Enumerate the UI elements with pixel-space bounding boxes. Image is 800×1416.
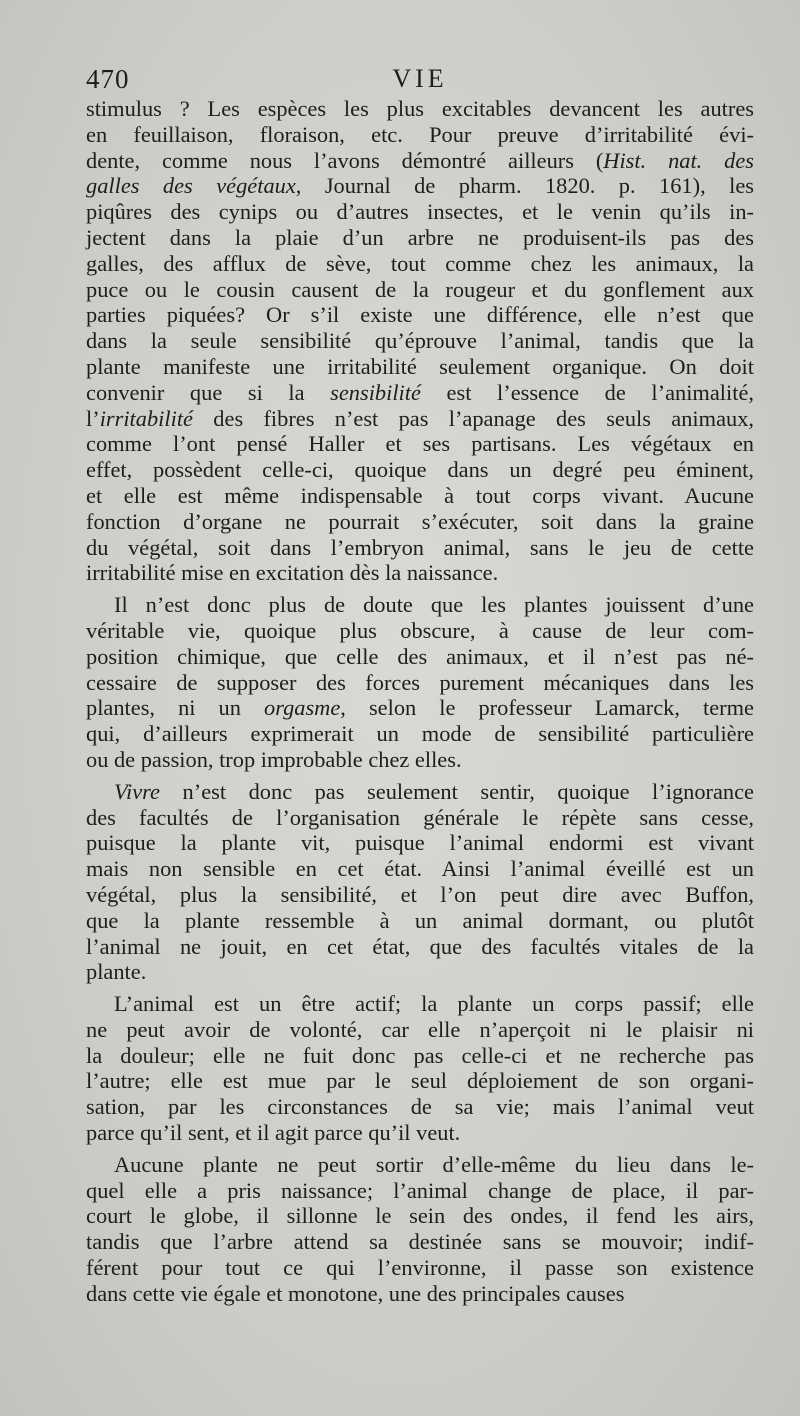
- text-segment: position chimique, que celle des animaux, et il n’est pas né-: [86, 643, 754, 669]
- text-segment: puce ou le cousin causent de la rougeur et du gonflement aux: [86, 276, 754, 302]
- text-segment: ne peut avoir de volonté, car elle n’aperçoit ni le plaisir ni: [86, 1016, 754, 1042]
- paragraph: [86, 779, 754, 985]
- text-line: [86, 122, 754, 148]
- text-line: [86, 695, 754, 721]
- italic-text: galles des végétaux: [86, 173, 296, 199]
- text-line: [86, 199, 754, 225]
- text-line: [86, 1281, 754, 1307]
- text-line: [86, 1043, 754, 1069]
- text-line: [86, 225, 754, 251]
- text-line: [86, 509, 754, 535]
- text-segment: irritabilité mise en excitation dès la naissance.: [86, 560, 499, 586]
- text-segment: , selon le professeur Lamarck, terme: [340, 695, 754, 721]
- text-line: [86, 483, 754, 509]
- text-line: [86, 959, 754, 985]
- text-line: [86, 908, 754, 934]
- text-line: [86, 934, 754, 960]
- text-segment: n’est donc pas seulement sentir, quoique l’ignorance: [160, 778, 754, 804]
- text-line: [86, 1152, 754, 1178]
- paragraph: [86, 991, 754, 1146]
- text-line: [86, 148, 754, 174]
- text-segment: l’: [86, 405, 100, 431]
- text-line: [86, 431, 754, 457]
- italic-text: irritabilité: [99, 405, 193, 431]
- page-body: [86, 96, 754, 1307]
- text-line: [86, 535, 754, 561]
- text-line: [86, 1094, 754, 1120]
- text-segment: plante.: [86, 959, 147, 985]
- paragraph: [86, 1152, 754, 1307]
- text-line: [86, 354, 754, 380]
- text-line: [86, 173, 754, 199]
- text-segment: stimulus ? Les espèces les plus excitables devancent les autres: [86, 96, 754, 121]
- text-line: [86, 991, 754, 1017]
- text-line: [86, 302, 754, 328]
- text-line: [86, 592, 754, 618]
- text-segment: qui, d’ailleurs exprimerait un mode de sensibilité particulière: [86, 721, 754, 747]
- text-segment: ou de passion, trop improbable chez elles.: [86, 746, 462, 772]
- running-title: VIE: [392, 64, 448, 93]
- text-segment: mais non sensible en cet état. Ainsi l’animal éveillé est un: [86, 856, 754, 882]
- paragraph: [86, 592, 754, 773]
- text-line: [86, 277, 754, 303]
- text-line: [86, 251, 754, 277]
- text-segment: fonction d’organe ne pourrait s’exécuter, soit dans la graine: [86, 508, 754, 534]
- text-segment: l’autre; elle est mue par le seul déploiement de son organi-: [86, 1068, 754, 1094]
- text-line: [86, 721, 754, 747]
- text-segment: des fibres n’est pas l’apanage des seuls animaux,: [193, 405, 754, 431]
- italic-text: Hist. nat. des: [603, 147, 754, 173]
- text-segment: en feuillaison, floraison, etc. Pour preuve d’irritabilité évi-: [86, 121, 754, 147]
- text-segment: Il n’est donc plus de doute que les plantes jouissent d’une: [114, 592, 754, 618]
- text-line: [86, 96, 754, 122]
- text-segment: plantes, ni un: [86, 695, 264, 721]
- text-segment: végétal, plus la sensibilité, et l’on peut dire avec Buffon,: [86, 881, 754, 907]
- text-segment: effet, possèdent celle-ci, quoique dans un degré peu éminent,: [86, 457, 754, 483]
- text-segment: dans cette vie égale et monotone, une des principales causes: [86, 1280, 625, 1306]
- text-segment: jectent dans la plaie d’un arbre ne produisent-ils pas des: [86, 224, 754, 250]
- text-segment: sation, par les circonstances de sa vie; mais l’animal veut: [86, 1094, 754, 1120]
- text-segment: galles, des afflux de sève, tout comme chez les animaux, la: [86, 250, 754, 276]
- text-line: [86, 457, 754, 483]
- text-segment: véritable vie, quoique plus obscure, à cause de leur com-: [86, 617, 754, 643]
- text-line: [86, 644, 754, 670]
- text-line: [86, 1229, 754, 1255]
- text-line: [86, 747, 754, 773]
- text-line: [86, 882, 754, 908]
- text-segment: parce qu’il sent, et il agit parce qu’il veut.: [86, 1120, 461, 1146]
- text-line: [86, 856, 754, 882]
- text-segment: et elle est même indispensable à tout corps vivant. Aucune: [86, 482, 754, 508]
- text-line: [86, 1255, 754, 1281]
- text-line: [86, 1203, 754, 1229]
- italic-text: sensibilité: [330, 379, 421, 405]
- text-segment: plante manifeste une irritabilité seulement organique. On doit: [86, 353, 754, 379]
- text-line: [86, 670, 754, 696]
- text-line: [86, 380, 754, 406]
- text-segment: puisque la plante vit, puisque l’animal endormi est vivant: [86, 830, 754, 856]
- text-segment: convenir que si la: [86, 379, 331, 405]
- text-segment: quel elle a pris naissance; l’animal change de place, il par-: [86, 1177, 754, 1203]
- text-segment: court le globe, il sillonne le sein des ondes, il fend les airs,: [86, 1203, 754, 1229]
- text-segment: est l’essence de l’animalité,: [420, 379, 754, 405]
- text-segment: dente, comme nous l’avons démontré ailleurs (: [86, 147, 604, 173]
- text-line: [86, 805, 754, 831]
- text-line: [86, 830, 754, 856]
- text-segment: cessaire de supposer des forces purement mécaniques dans les: [86, 669, 754, 695]
- text-segment: Aucune plante ne peut sortir d’elle-même du lieu dans le-: [114, 1151, 754, 1177]
- text-segment: la douleur; elle ne fuit donc pas celle-ci et ne recherche pas: [86, 1042, 754, 1068]
- text-line: [86, 560, 754, 586]
- text-segment: du végétal, soit dans l’embryon animal, sans le jeu de cette: [86, 534, 754, 560]
- italic-text: Vivre: [114, 778, 160, 804]
- paragraph: [86, 96, 754, 586]
- text-segment: férent pour tout ce qui l’environne, il passe son existence: [86, 1255, 754, 1281]
- text-line: [86, 779, 754, 805]
- text-segment: comme l’ont pensé Haller et ses partisans. Les végétaux en: [86, 431, 754, 457]
- text-segment: des facultés de l’organisation générale le répète sans cesse,: [86, 804, 754, 830]
- text-line: [86, 1120, 754, 1146]
- text-line: [86, 406, 754, 432]
- text-segment: dans la seule sensibilité qu’éprouve l’animal, tandis que la: [86, 328, 754, 354]
- text-segment: que la plante ressemble à un animal dormant, ou plutôt: [86, 907, 754, 933]
- text-line: [86, 328, 754, 354]
- text-segment: parties piquées? Or s’il existe une différence, elle n’est que: [86, 302, 754, 328]
- text-line: [86, 1017, 754, 1043]
- text-segment: piqûres des cynips ou d’autres insectes, et le venin qu’ils in-: [86, 199, 754, 225]
- page-header: [86, 64, 754, 96]
- text-segment: L’animal est un être actif; la plante un corps passif; elle: [114, 991, 754, 1017]
- text-line: [86, 1178, 754, 1204]
- text-segment: , Journal de pharm. 1820. p. 161), les: [295, 173, 754, 199]
- page-number: 470: [86, 64, 130, 94]
- text-line: [86, 618, 754, 644]
- text-line: [86, 1068, 754, 1094]
- text-segment: l’animal ne jouit, en cet état, que des facultés vitales de la: [86, 933, 754, 959]
- text-segment: tandis que l’arbre attend sa destinée sans se mouvoir; indif-: [86, 1229, 754, 1255]
- italic-text: orgasme: [264, 695, 341, 721]
